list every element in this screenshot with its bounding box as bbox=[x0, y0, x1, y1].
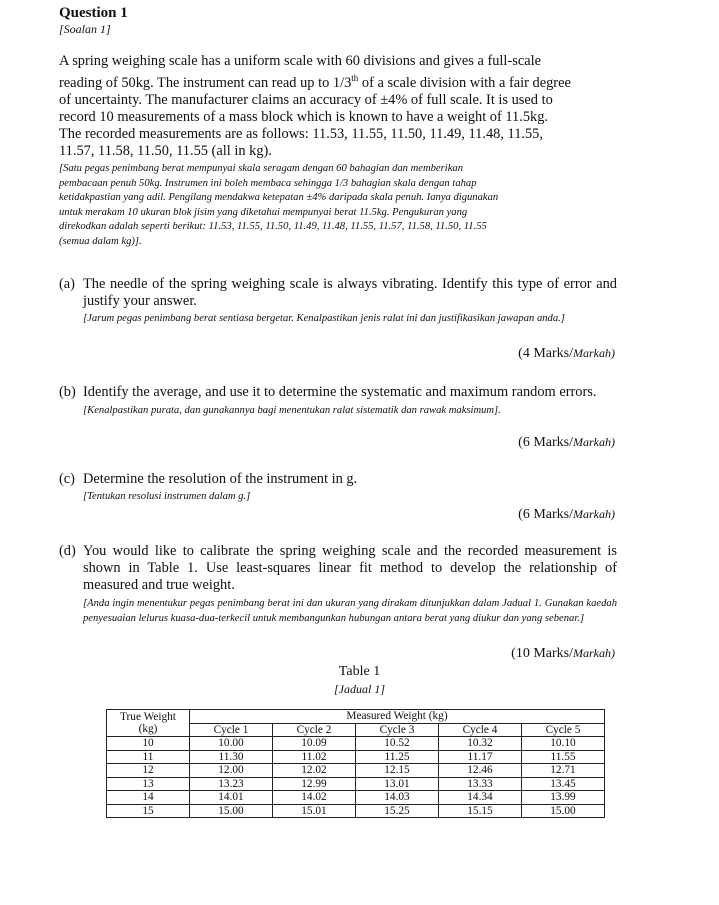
table-caption: Table 1 bbox=[338, 664, 381, 679]
measured-weight-cell: 11.55 bbox=[522, 750, 605, 764]
table-row bbox=[107, 764, 605, 778]
true-weight-cell: 11 bbox=[107, 750, 190, 764]
cycle-header: Cycle 4 bbox=[439, 723, 522, 737]
measured-weight-cell: 12.15 bbox=[356, 764, 439, 778]
question-subtitle: [Soalan 1] bbox=[59, 22, 111, 36]
true-weight-header bbox=[107, 710, 190, 737]
cycle-header: Cycle 1 bbox=[190, 723, 273, 737]
cycle-header: Cycle 3 bbox=[356, 723, 439, 737]
measured-weight-cell: 13.33 bbox=[439, 777, 522, 791]
intro-line: of uncertainty. The manufacturer claims an accuracy of ±4% of full scale. It is used to bbox=[59, 91, 553, 108]
measured-weight-cell: 11.02 bbox=[273, 750, 356, 764]
marks-malay-label: Markah) bbox=[573, 435, 615, 449]
measured-weight-cell: 14.03 bbox=[356, 791, 439, 805]
marks-malay-label: Markah) bbox=[573, 346, 615, 360]
part-c-marks bbox=[518, 507, 615, 523]
part-malay: [Anda ingin menentukur pegas penimbang berat ini dan ukuran yang dirakam ditunjukkan dalam Jadual 1. Gunakan kaedah penyesuaian lelurus kuasa-dua-terkecil untuk membangunkan hubungan antara berat yang diukur dan yang sebenar.] bbox=[83, 598, 617, 624]
measured-weight-cell: 15.00 bbox=[190, 804, 273, 818]
part-label: (d) bbox=[59, 543, 76, 559]
measured-weight-cell: 13.01 bbox=[356, 777, 439, 791]
part-b-marks bbox=[518, 435, 615, 451]
marks-label: (4 Marks/ bbox=[518, 346, 573, 361]
measured-weight-cell: 13.99 bbox=[522, 791, 605, 805]
question-intro-malay bbox=[59, 162, 619, 249]
true-weight-cell: 12 bbox=[107, 764, 190, 778]
part-d-marks bbox=[511, 646, 615, 662]
question-title: Question 1 bbox=[59, 5, 128, 21]
measured-weight-cell: 12.71 bbox=[522, 764, 605, 778]
measured-weight-cell: 15.01 bbox=[273, 804, 356, 818]
measured-weight-cell: 10.00 bbox=[190, 737, 273, 751]
intro-malay-line: (semua dalam kg)]. bbox=[59, 235, 142, 247]
measured-weight-cell: 13.23 bbox=[190, 777, 273, 791]
intro-line: The recorded measurements are as follows: 11.53, 11.55, 11.50, 11.49, 11.48, 11.55, bbox=[59, 125, 543, 142]
intro-malay-line: direkodkan adalah seperti berikut: 11.53, 11.55, 11.50, 11.49, 11.48, 11.55, 11.57, 11.58, 11.50, 11.55 bbox=[59, 221, 487, 232]
measurement-table bbox=[106, 709, 605, 818]
measured-weight-cell: 12.02 bbox=[273, 764, 356, 778]
measured-weight-cell: 12.99 bbox=[273, 777, 356, 791]
intro-line: record 10 measurements of a mass block which is known to have a weight of 11.5kg. bbox=[59, 108, 549, 125]
measured-weight-cell: 10.52 bbox=[356, 737, 439, 751]
true-weight-cell: 10 bbox=[107, 737, 190, 751]
part-label: (b) bbox=[59, 384, 76, 400]
measured-weight-cell: 15.15 bbox=[439, 804, 522, 818]
table-row bbox=[107, 777, 605, 791]
measured-weight-cell: 15.25 bbox=[356, 804, 439, 818]
true-weight-cell: 13 bbox=[107, 777, 190, 791]
measured-weight-cell: 14.02 bbox=[273, 791, 356, 805]
part-b bbox=[59, 384, 617, 419]
intro-line: 11.57, 11.58, 11.50, 11.55 (all in kg). bbox=[59, 142, 272, 159]
intro-malay-line: pembacaan penuh 50kg. Instrumen ini boleh membaca sehingga 1/3 bahagian skala dengan tahap bbox=[59, 177, 477, 189]
part-text: Identify the average, and use it to determine the systematic and maximum random errors. bbox=[83, 384, 597, 400]
table-header-row bbox=[107, 710, 605, 724]
measured-weight-cell: 11.25 bbox=[356, 750, 439, 764]
part-malay: [Jarum pegas penimbang berat sentiasa bergetar. Kenalpastikan jenis ralat ini dan justifikasikan jawapan anda.] bbox=[83, 313, 565, 324]
marks-label: (6 Marks/ bbox=[518, 507, 573, 522]
part-text: Determine the resolution of the instrument in g. bbox=[83, 471, 358, 487]
table-caption-malay: [Jadual 1] bbox=[334, 682, 385, 696]
measured-weight-cell: 13.45 bbox=[522, 777, 605, 791]
table-row bbox=[107, 791, 605, 805]
part-c bbox=[59, 471, 617, 505]
part-label: (c) bbox=[59, 471, 75, 487]
true-weight-header-line: True Weight bbox=[120, 710, 176, 723]
part-label: (a) bbox=[59, 276, 75, 292]
marks-malay-label: Markah) bbox=[573, 507, 615, 521]
intro-line: reading of 50kg. The instrument can read up to 1/3th of a scale division with a fair degree bbox=[59, 73, 571, 91]
intro-malay-line: ketidakpastian yang adil. Pengilang mendakwa ketepatan ±4% daripada skala penuh. Ianya digunakan bbox=[59, 192, 499, 203]
measured-weight-cell: 11.17 bbox=[439, 750, 522, 764]
part-malay: [Kenalpastikan purata, dan gunakannya bagi menentukan ralat sistematik dan rawak maksimum]. bbox=[83, 405, 501, 416]
measured-weight-cell: 14.01 bbox=[190, 791, 273, 805]
intro-malay-line: [Satu pegas penimbang berat mempunyai skala seragam dengan 60 bahagian dan memberikan bbox=[59, 163, 463, 174]
cycle-header: Cycle 5 bbox=[522, 723, 605, 737]
marks-malay-label: Markah) bbox=[573, 646, 615, 660]
measured-weight-cell: 14.34 bbox=[439, 791, 522, 805]
part-malay: [Tentukan resolusi instrumen dalam g.] bbox=[83, 491, 251, 502]
measured-weight-cell: 11.30 bbox=[190, 750, 273, 764]
true-weight-header-unit: (kg) bbox=[138, 723, 158, 735]
measured-weight-cell: 10.32 bbox=[439, 737, 522, 751]
part-d bbox=[59, 543, 617, 626]
measured-weight-cell: 10.10 bbox=[522, 737, 605, 751]
true-weight-cell: 15 bbox=[107, 804, 190, 818]
question-intro bbox=[59, 53, 617, 160]
part-a bbox=[59, 276, 617, 327]
table-row bbox=[107, 804, 605, 818]
measured-weight-cell: 12.46 bbox=[439, 764, 522, 778]
true-weight-cell: 14 bbox=[107, 791, 190, 805]
measured-weight-cell: 10.09 bbox=[273, 737, 356, 751]
measured-weight-header: Measured Weight (kg) bbox=[190, 710, 605, 724]
marks-label: (10 Marks/ bbox=[511, 646, 573, 661]
cycle-header: Cycle 2 bbox=[273, 723, 356, 737]
table-row bbox=[107, 737, 605, 751]
intro-line: A spring weighing scale has a uniform scale with 60 divisions and gives a full-scale bbox=[59, 53, 541, 69]
marks-label: (6 Marks/ bbox=[518, 435, 573, 450]
table-row bbox=[107, 750, 605, 764]
measured-weight-cell: 15.00 bbox=[522, 804, 605, 818]
measured-weight-cell: 12.00 bbox=[190, 764, 273, 778]
part-text: The needle of the spring weighing scale is always vibrating. Identify this type of error and justify your answer. bbox=[83, 276, 617, 309]
intro-malay-line: untuk merakam 10 ukuran blok jisim yang diketahui mempunyai berat 11.5kg. Pengukuran yang bbox=[59, 206, 468, 218]
part-a-marks bbox=[518, 346, 615, 362]
part-text: You would like to calibrate the spring weighing scale and the recorded measurement is shown in Table 1. Use least-squares linear fit method to develop the relationship of measured and true weight. bbox=[83, 543, 617, 593]
